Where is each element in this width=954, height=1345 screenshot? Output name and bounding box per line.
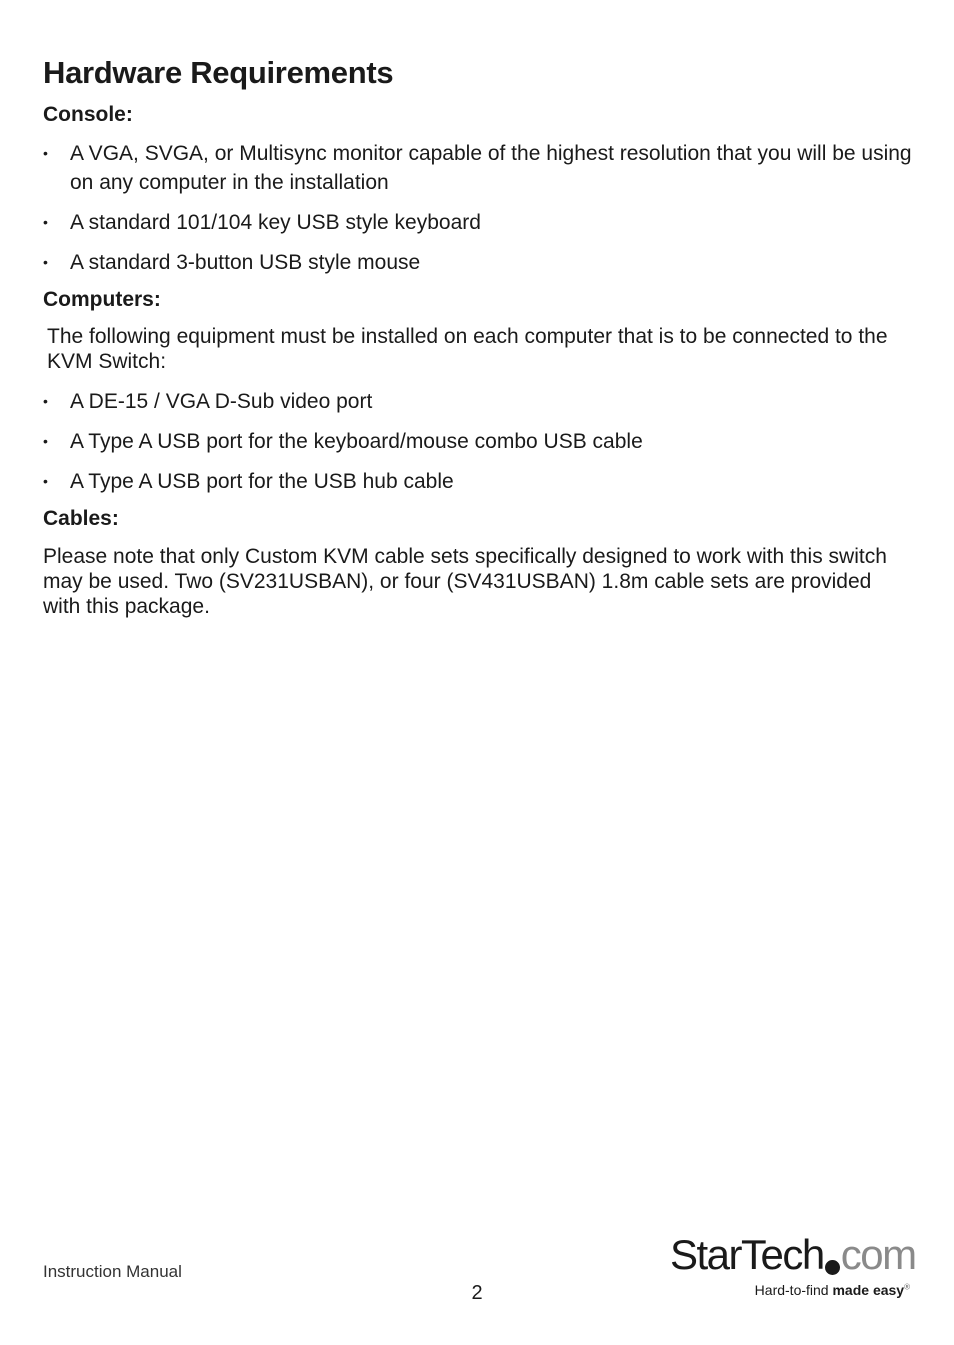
list-item: • A Type A USB port for the keyboard/mouse combo USB cable [43, 427, 913, 456]
computers-list [43, 387, 913, 496]
list-item: • A VGA, SVGA, or Multisync monitor capable of the highest resolution that you will be using on any computer in the installation [43, 139, 913, 197]
console-heading: Console: [43, 103, 133, 126]
cables-heading: Cables: [43, 507, 119, 530]
list-item: • A standard 3-button USB style mouse [43, 248, 913, 277]
cables-text: Please note that only Custom KVM cable sets specifically designed to work with this switch may be used. Two (SV231USBAN), or four (SV431USBAN) 1.8m cable sets are provided with this package. [43, 545, 887, 618]
computers-intro: The following equipment must be installed on each computer that is to be connected to the KVM Switch: [47, 325, 888, 373]
bullet: • [43, 473, 48, 489]
bullet: • [43, 433, 48, 449]
bullet: • [43, 145, 48, 161]
bullet: • [43, 393, 48, 409]
page-title: Hardware Requirements [43, 55, 394, 90]
startech-logo [670, 1230, 916, 1310]
logo-dot-icon [825, 1260, 840, 1275]
logo-wordmark: StarTech com [670, 1231, 916, 1278]
page-number: 2 [471, 1282, 483, 1304]
page-content [43, 52, 913, 619]
computers-heading: Computers: [43, 288, 161, 311]
bullet: • [43, 214, 48, 230]
bullet: • [43, 254, 48, 270]
console-list [43, 139, 913, 277]
logo-tagline: Hard-to-find made easy® [754, 1282, 910, 1298]
list-item: • A Type A USB port for the USB hub cable [43, 467, 913, 496]
list-item: • A standard 101/104 key USB style keyboard [43, 208, 913, 237]
footer-label: Instruction Manual [43, 1262, 182, 1281]
list-item: • A DE-15 / VGA D-Sub video port [43, 387, 913, 416]
